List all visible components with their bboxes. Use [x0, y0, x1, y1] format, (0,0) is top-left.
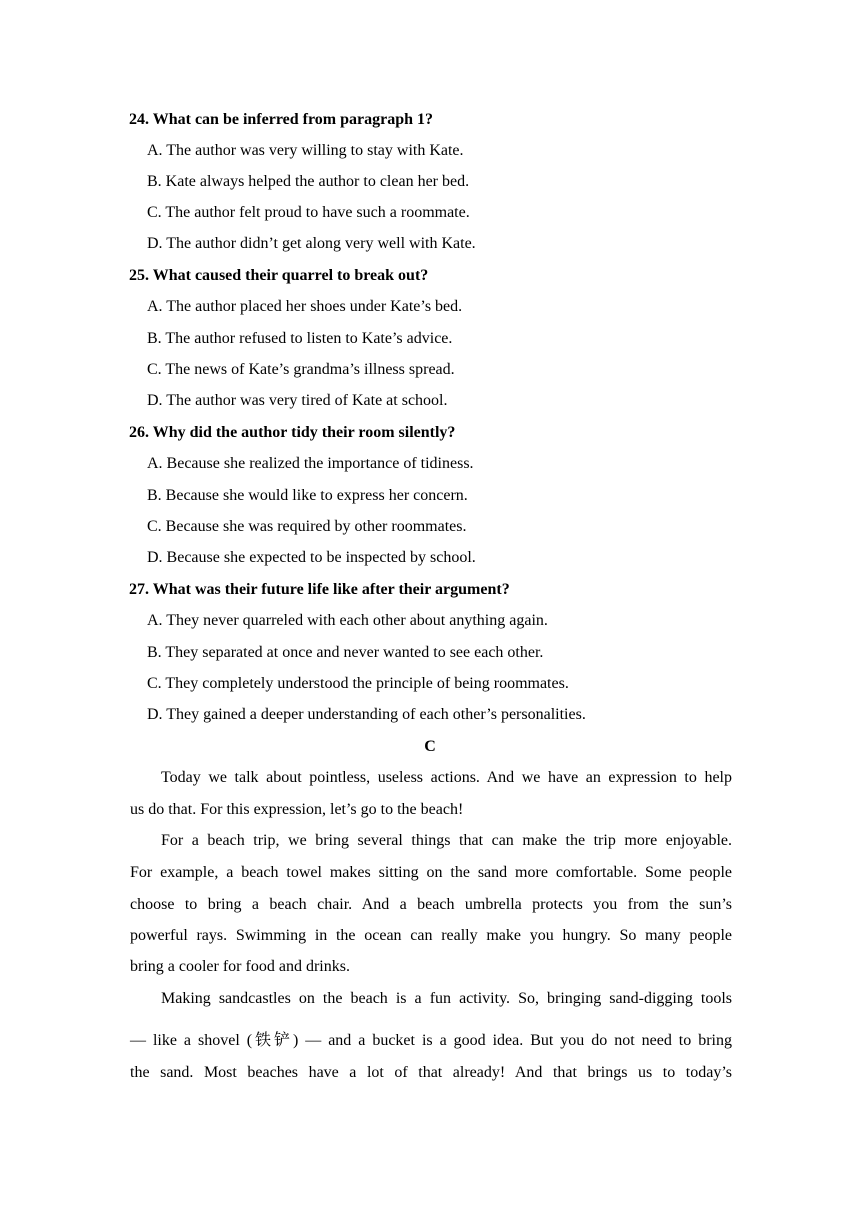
passage-line: For a beach trip, we bring several things that can make the trip more enjoyable.	[161, 832, 732, 849]
passage-line: Today we talk about pointless, useless actions. And we have an expression to help	[161, 769, 732, 786]
passage-line: powerful rays. Swimming in the ocean can really make you hungry. So many people	[130, 927, 732, 944]
question-27-option-a: A. They never quarreled with each other about anything again.	[147, 612, 548, 629]
question-26-stem: 26. Why did the author tidy their room silently?	[129, 424, 456, 441]
question-27-option-c: C. They completely understood the principle of being roommates.	[147, 675, 569, 692]
question-25-stem: 25. What caused their quarrel to break out?	[129, 267, 429, 284]
passage-line: the sand. Most beaches have a lot of that already! And that brings us to today’s	[130, 1064, 732, 1081]
question-25-option-d: D. The author was very tired of Kate at school.	[147, 392, 448, 409]
question-24-option-d: D. The author didn’t get along very well with Kate.	[147, 235, 476, 252]
question-24-option-b: B. Kate always helped the author to clean her bed.	[147, 173, 470, 190]
question-25-option-a: A. The author placed her shoes under Kate’s bed.	[147, 298, 463, 315]
section-title: C	[424, 738, 436, 755]
question-26-option-b: B. Because she would like to express her concern.	[147, 487, 468, 504]
question-27-option-d: D. They gained a deeper understanding of each other’s personalities.	[147, 706, 586, 723]
question-24-option-c: C. The author felt proud to have such a roommate.	[147, 204, 470, 221]
question-24-option-a: A. The author was very willing to stay with Kate.	[147, 142, 464, 159]
question-27-option-b: B. They separated at once and never wanted to see each other.	[147, 644, 544, 661]
question-26-option-d: D. Because she expected to be inspected by school.	[147, 549, 476, 566]
question-27-stem: 27. What was their future life like after their argument?	[129, 581, 510, 598]
question-26-option-a: A. Because she realized the importance of tidiness.	[147, 455, 474, 472]
question-25-option-b: B. The author refused to listen to Kate’s advice.	[147, 330, 453, 347]
passage-line: For example, a beach towel makes sitting on the sand more comfortable. Some people	[130, 864, 732, 881]
passage-line: bring a cooler for food and drinks.	[130, 958, 350, 975]
question-24-stem: 24. What can be inferred from paragraph 1?	[129, 111, 433, 128]
passage-line: us do that. For this expression, let’s go to the beach!	[130, 801, 464, 818]
passage-line: Making sandcastles on the beach is a fun activity. So, bringing sand-digging tools	[161, 990, 732, 1007]
passage-line: — like a shovel (铁铲) — and a bucket is a good idea. But you do not need to bring	[130, 1032, 732, 1049]
question-25-option-c: C. The news of Kate’s grandma’s illness spread.	[147, 361, 455, 378]
question-26-option-c: C. Because she was required by other roommates.	[147, 518, 467, 535]
passage-line: choose to bring a beach chair. And a beach umbrella protects you from the sun’s	[130, 896, 732, 913]
